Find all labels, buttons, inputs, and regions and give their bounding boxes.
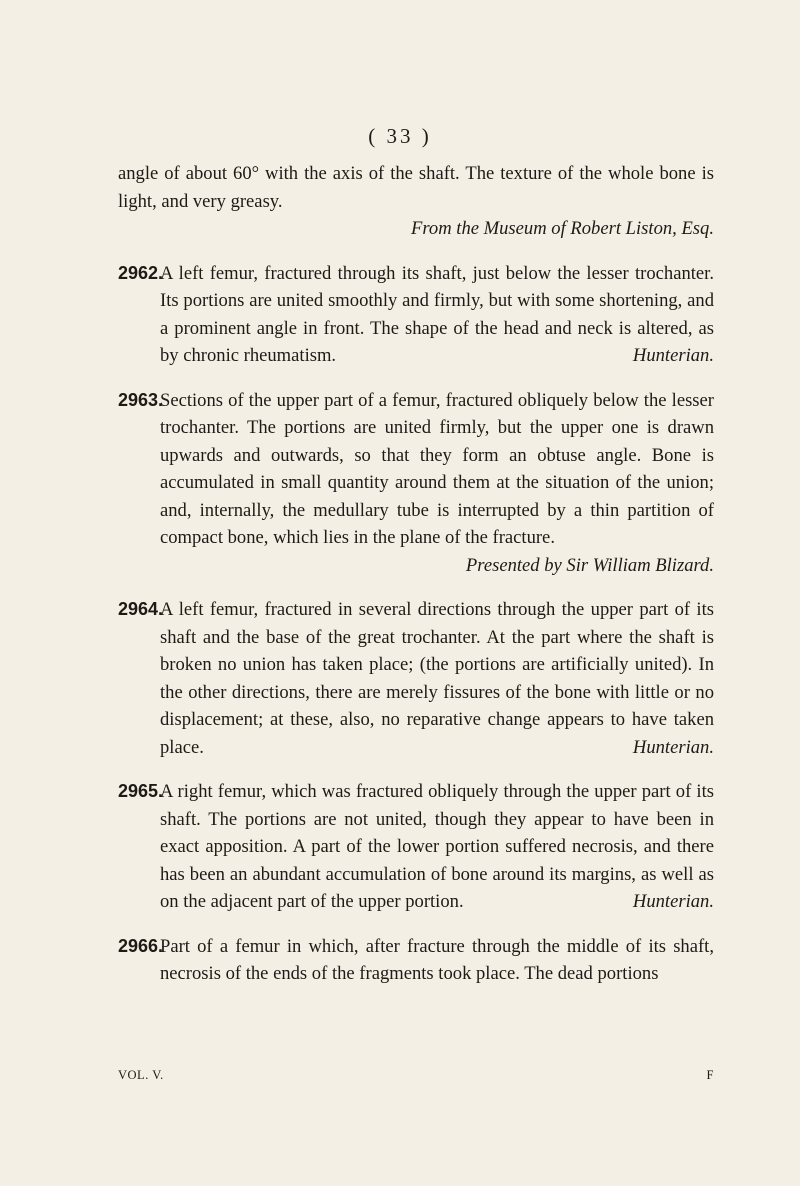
volume-label: VOL. V. xyxy=(118,1068,164,1082)
entry-text: A right femur, which was fractured obliquely through the upper part of its shaft. The portions are not united, though they appear to have been in exact apposition. A part of the lower portion suffered necrosis, and there has been an abundant accumulation of bone around its margins, as well as on the adjacent part of the upper portion. xyxy=(160,781,714,912)
entry-text: Part of a femur in which, after fracture through the middle of its shaft, necrosis of the ends of the fragments took place. The dead portions xyxy=(160,935,714,984)
entry-number: 2963. xyxy=(118,389,164,410)
entry-number: 2965. xyxy=(118,781,164,801)
entry-text: A left femur, fractured in several directions through the upper part of its shaft and the base of the great trochanter. At the part where the shaft is broken no union has taken place; (the portions are artificially united). In the other directions, there are merely fissures of the bone with little or no displacement; at these, also, no reparative change appears to have taken place. xyxy=(160,599,714,758)
catalogue-entry xyxy=(118,933,714,988)
entry-number: 2962. xyxy=(118,262,164,283)
catalogue-entry xyxy=(118,596,714,761)
catalogue-entry xyxy=(118,387,714,580)
intro-text: angle of about 60° with the axis of the shaft. The texture of the whole bone is light, and very greasy. xyxy=(118,163,714,212)
entry-source: Hunterian. xyxy=(632,345,714,366)
page-content xyxy=(118,160,714,988)
page-number: ( 33 ) xyxy=(368,124,432,148)
entry-source: Hunterian. xyxy=(632,891,714,912)
entry-number: 2966. xyxy=(118,935,164,956)
entry-text: A left femur, fractured through its shaft, just below the lesser trochanter. Its portions are united smoothly and firmly, but with some shortening, and a prominent angle in front. The shape of the head and neck is altered, as by chronic rheumatism. xyxy=(160,262,714,366)
entry-source: Hunterian. xyxy=(632,736,714,758)
catalogue-entry xyxy=(118,778,714,916)
catalogue-entry xyxy=(118,260,714,370)
signature-mark: F xyxy=(706,1068,714,1082)
intro-source: From the Museum of Robert Liston, Esq. xyxy=(411,218,714,239)
intro-block xyxy=(118,160,714,243)
entry-source: Presented by Sir William Blizard. xyxy=(465,554,714,576)
entry-number: 2964. xyxy=(118,599,164,619)
entry-text: Sections of the upper part of a femur, fractured obliquely below the lesser trochanter. The portions are united firmly, but the upper one is drawn upwards and outwards, so that they form an obtuse angle. Bone is accumulated in small quantity around them at the situation of the union; and, internally, the medullary tube is interrupted by a thin partition of compact bone, which lies in the plane of the fracture. xyxy=(160,389,714,548)
